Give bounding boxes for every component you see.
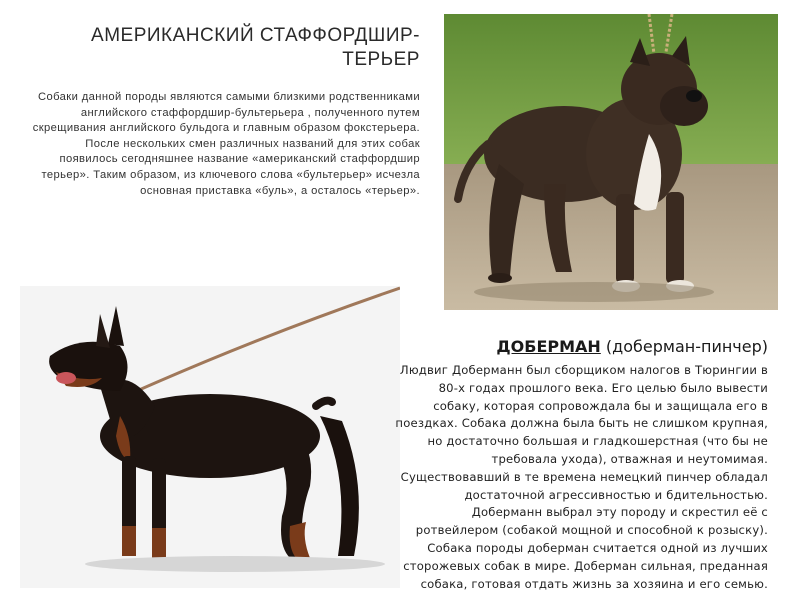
staffordshire-terrier-photo — [444, 14, 778, 310]
doberman-description: Людвиг Доберманн был сборщиком налогов в Тюрингии в 80-х годах прошлого века. Его целью было вывести собаку, которая сопровождала бы и защищала его в поездках. Собака должна была быть не слишком крупная, но достаточно большая и гладкошерстная (что бы не требовала ухода), отважная и неутомимая. Существовавший в те времена немецкий пинчер обладал достаточной агрессивностью и бдительностью. Доберманн выбрал эту породу и скрестил её с ротвейлером (собакой мощной и способной к розыску). Собака породы доберман считается одной из лучших сторожевых собак в мире. Доберман сильная, преданная собака, готовая отдать жизнь за хозяина и его семью. — [395, 363, 768, 591]
staffordshire-description: Собаки данной породы являются самыми близкими родственниками английского стаффордшир-бультерьера , полученного путем скрещивания английского бульдога и главным образом фокстерьера. После нескольких смен различных названий для этих собак появилось сегодняшнее название «американский стаффордшир терьер». Таким образом, из ключевого слова «бультерьер» исчезла основная приставка «буль», а осталось «терьер». — [32, 91, 420, 197]
staffordshire-title: АМЕРИКАНСКИЙ СТАФФОРДШИР-ТЕРЬЕР — [91, 25, 420, 70]
doberman-title-sub: (доберман-пинчер) — [605, 337, 768, 356]
doberman-title-main: ДОБЕРМАН — [496, 337, 601, 356]
doberman-title — [430, 336, 768, 358]
doberman-photo — [20, 286, 400, 588]
